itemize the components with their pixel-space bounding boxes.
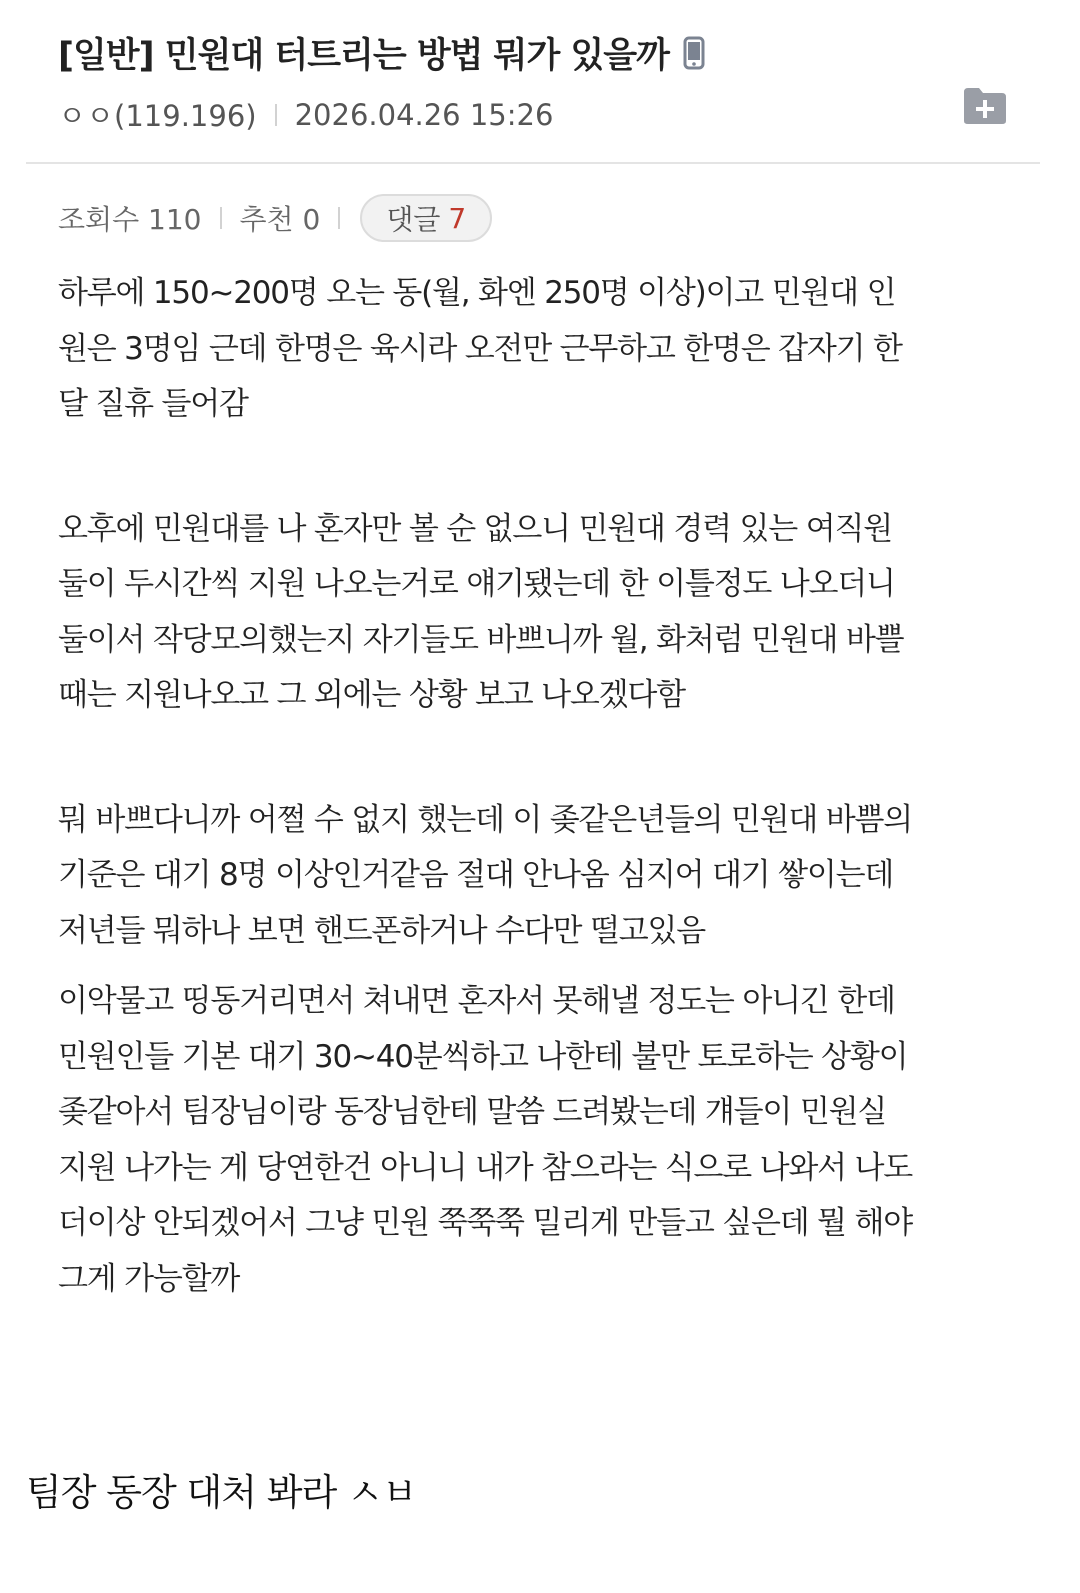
paragraph-spacer [58, 959, 1028, 974]
post-header [0, 0, 1080, 165]
stats-divider [338, 207, 340, 229]
comment-label: 댓글 [386, 203, 441, 236]
comment-button[interactable] [360, 194, 492, 242]
body-paragraph: 이악물고 띵동거리면서 쳐내면 혼자서 못해낼 정도는 아니긴 한데 민원인들 기본 대기 30~40분씩하고 나한테 불만 토로하는 상황이 좆같아서 팀장님이랑 동장님한테 말씀 드려봤는데 걔들이 민원실 지원 나가는 게 당연한건 아니니 내가 참으라는 식으로 나와서 나도 더이상 안되겠어서 그냥 민원 쭉쭉쭉 밀리게 만들고 싶은데 뭘 해야 그게 가능할까 [58, 983, 913, 1297]
author-name[interactable]: ㅇㅇ(119.196) [58, 99, 257, 133]
paragraph-spacer [58, 433, 1028, 502]
recommend-count: 추천 0 [239, 203, 321, 236]
caption-text: 팀장 동장 대처 봐라 ㅅㅂ [26, 1471, 417, 1514]
stats-divider [220, 207, 222, 229]
post-stats [58, 194, 492, 242]
post-title: [일반] 민원대 터트리는 방법 뭐가 있을까 [58, 36, 669, 76]
post-body [58, 266, 1028, 1307]
view-count: 조회수 110 [58, 203, 202, 236]
post-title-row [58, 28, 705, 78]
comment-count: 7 [448, 201, 467, 235]
post-meta [58, 94, 553, 135]
header-divider [26, 162, 1040, 164]
body-paragraph: 오후에 민원대를 나 혼자만 볼 순 없으니 민원대 경력 있는 여직원 둘이 두시간씩 지원 나오는거로 얘기됐는데 한 이틀정도 나오더니 둘이서 작당모의했는지 자기들도 바쁘니까 월, 화처럼 민원대 바쁠 때는 지원나오고 그 외에는 상황 보고 나오겠다함 [58, 510, 904, 713]
body-paragraph: 뭐 바쁘다니까 어쩔 수 없지 했는데 이 좆같은년들의 민원대 바쁨의 기준은 대기 8명 이상인거같음 절대 안나옴 심지어 대기 쌓이는데 저년들 뭐하나 보면 핸드폰하거나 수다만 떨고있음 [58, 801, 913, 949]
post-datetime: 2026.04.26 15:26 [294, 97, 554, 132]
body-paragraph: 하루에 150~200명 오는 동(월, 화엔 250명 이상)이고 민원대 인 원은 3명임 근데 한명은 육시라 오전만 근무하고 한명은 갑자기 한 달 질휴 들어감 [58, 275, 902, 422]
meta-divider [275, 104, 277, 126]
paragraph-spacer [58, 724, 1028, 793]
folder-plus-icon[interactable] [962, 86, 1008, 126]
mobile-phone-icon [683, 36, 705, 70]
